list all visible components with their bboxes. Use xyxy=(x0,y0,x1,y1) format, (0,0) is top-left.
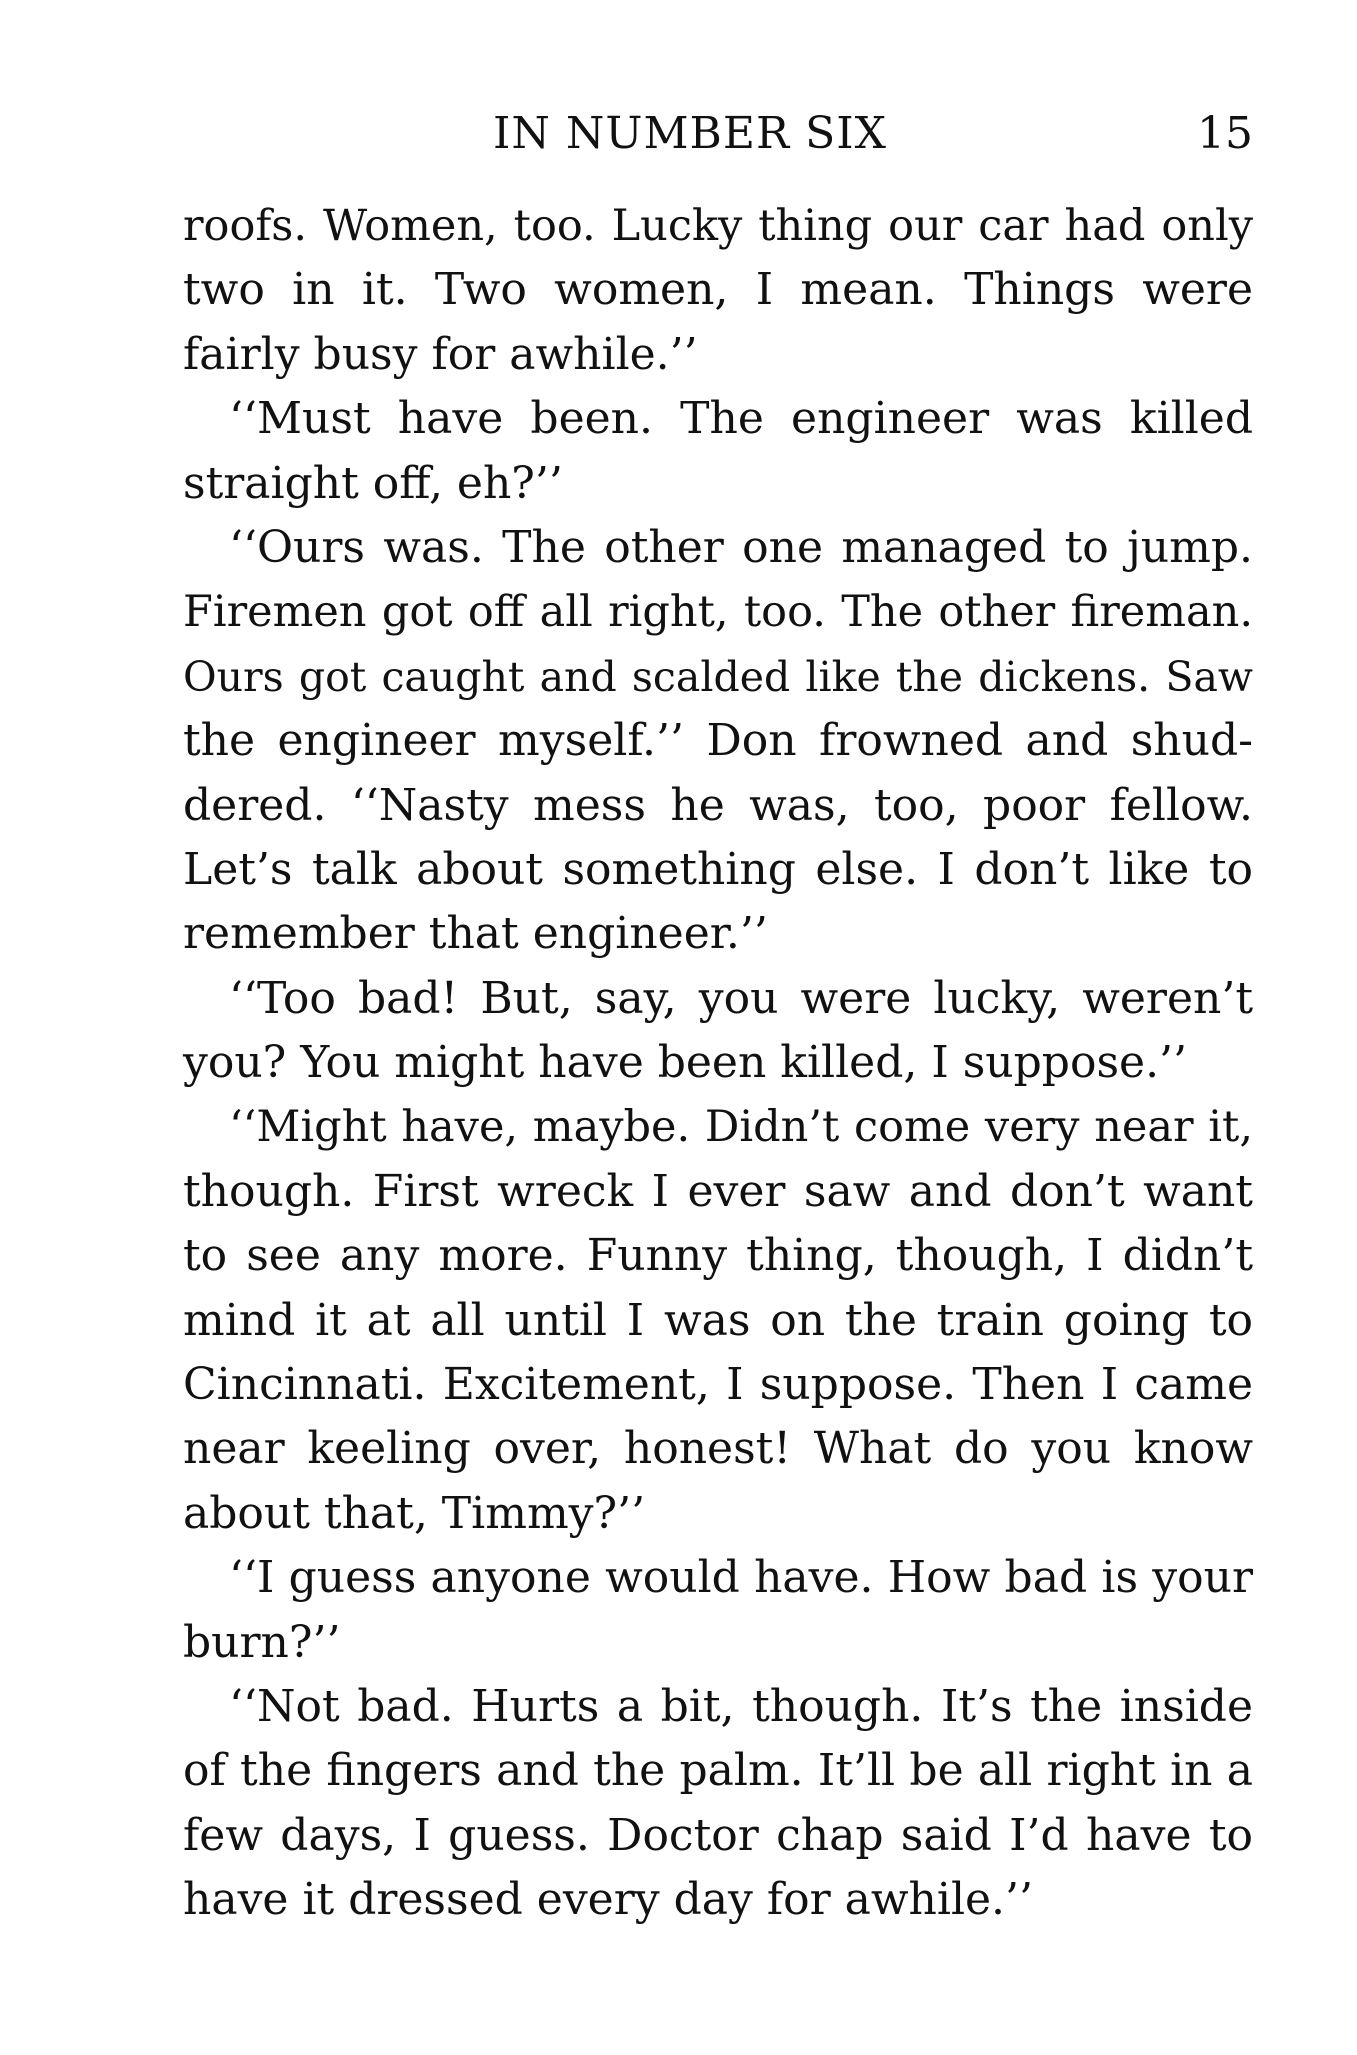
text-line: two in it. Two women, I mean. Things were xyxy=(183,264,1253,316)
text-line: of the fingers and the palm. It’ll be all right in a xyxy=(183,1745,1253,1797)
page-header xyxy=(183,108,1253,168)
page-number: 15 xyxy=(1197,108,1253,159)
text-line: burn?’’ xyxy=(183,1616,341,1668)
text-line: few days, I guess. Doctor chap said I’d have to xyxy=(183,1809,1253,1861)
text-line: dered. ‘‘Nasty mess he was, too, poor fellow. xyxy=(183,779,1253,831)
text-line: roofs. Women, too. Lucky thing our car had only xyxy=(183,201,1253,251)
text-line: about that, Timmy?’’ xyxy=(183,1487,646,1539)
text-line: have it dressed every day for awhile.’’ xyxy=(183,1874,1034,1926)
text-line: Let’s talk about something else. I don’t like to xyxy=(183,843,1253,895)
text-line: ‘‘Not bad. Hurts a bit, though. It’s the inside xyxy=(229,1680,1253,1732)
text-line: though. First wreck I ever saw and don’t want xyxy=(183,1165,1253,1217)
text-line: mind it at all until I was on the train going to xyxy=(183,1294,1253,1346)
text-line: fairly busy for awhile.’’ xyxy=(183,328,698,380)
text-line: the engineer myself.’’ Don frowned and shud- xyxy=(183,715,1253,767)
text-line: you? You might have been killed, I suppose.’’ xyxy=(183,1037,1188,1089)
text-line: near keeling over, honest! What do you know xyxy=(183,1423,1253,1475)
text-line: ‘‘Too bad! But, say, you were lucky, weren’t xyxy=(229,972,1253,1024)
text-line: to see any more. Funny thing, though, I didn’t xyxy=(183,1230,1253,1282)
text-line: Firemen got off all right, too. The other fireman. xyxy=(183,587,1253,638)
text-line: straight off, eh?’’ xyxy=(183,457,563,509)
text-line: ‘‘I guess anyone would have. How bad is your xyxy=(229,1552,1253,1604)
text-line: Ours got caught and scalded like the dickens. Saw xyxy=(183,652,1253,701)
text-line: Cincinnati. Excitement, I suppose. Then I came xyxy=(183,1359,1253,1411)
running-head: IN NUMBER SIX xyxy=(493,108,887,159)
body-text xyxy=(183,194,1253,1933)
text-line: remember that engineer.’’ xyxy=(183,908,768,960)
text-line: ‘‘Might have, maybe. Didn’t come very near it, xyxy=(229,1102,1253,1153)
text-line: ‘‘Ours was. The other one managed to jump. xyxy=(229,521,1253,573)
text-line: ‘‘Must have been. The engineer was killed xyxy=(229,393,1253,445)
